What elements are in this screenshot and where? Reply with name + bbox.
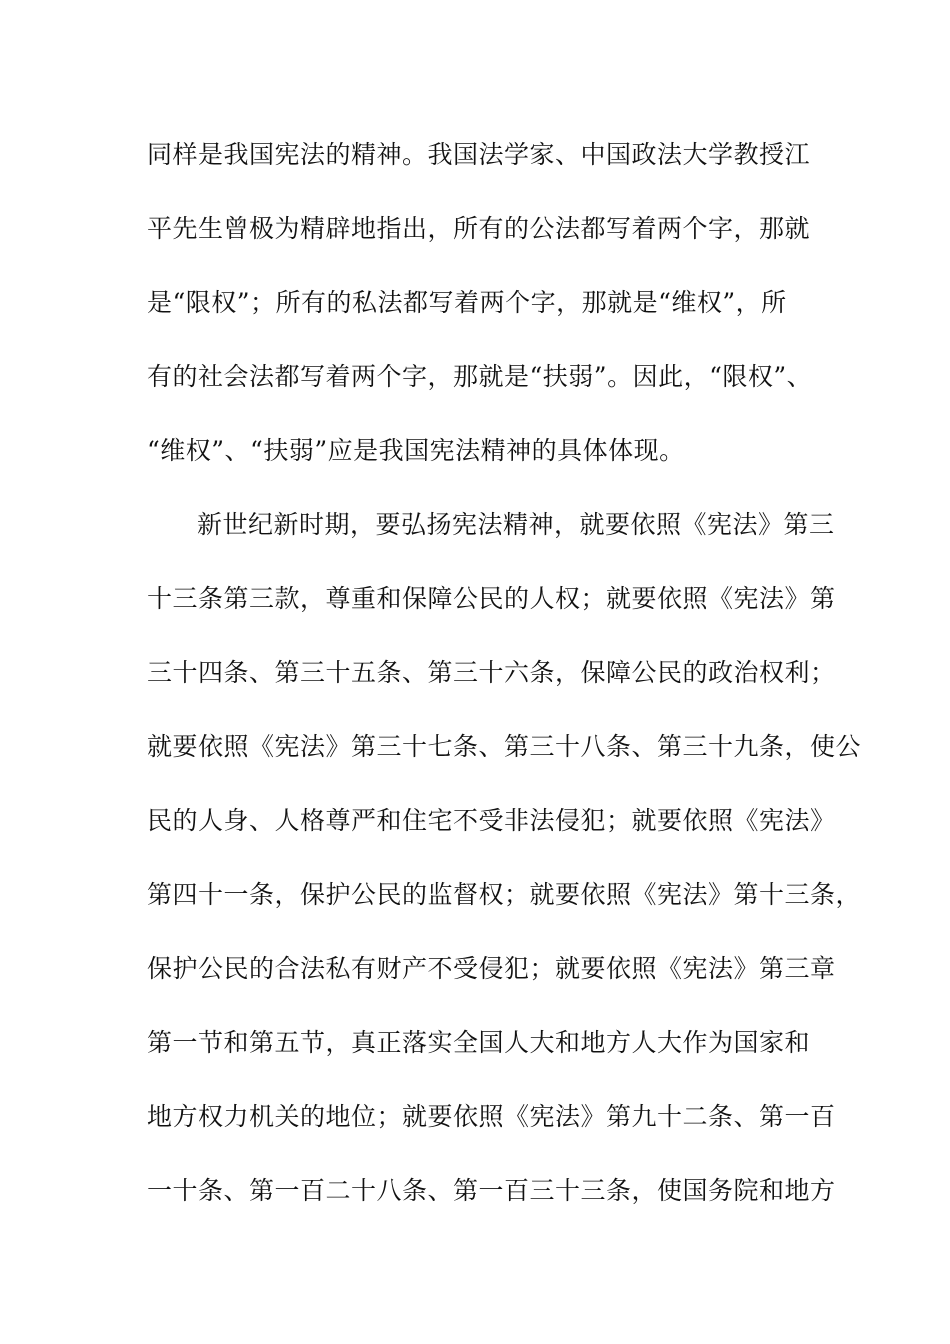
text-line: “维权”、“扶弱”应是我国宪法精神的具体体现。 bbox=[147, 436, 685, 465]
text-line: 三十四条、第三十五条、第三十六条，保障公民的政治权利； bbox=[147, 658, 836, 687]
text-line: 第四十一条，保护公民的监督权；就要依照《宪法》第十三条， bbox=[147, 880, 862, 909]
text-line: 平先生曾极为精辟地指出，所有的公法都写着两个字，那就 bbox=[147, 214, 811, 243]
text-line: 十三条第三款，尊重和保障公民的人权；就要依照《宪法》第 bbox=[147, 584, 836, 613]
text-line: 同样是我国宪法的精神。我国法学家、中国政法大学教授江 bbox=[147, 140, 811, 169]
text-line: 保护公民的合法私有财产不受侵犯；就要依照《宪法》第三章 bbox=[147, 954, 836, 983]
text-line: 是“限权”；所有的私法都写着两个字，那就是“维权”，所 bbox=[147, 288, 787, 317]
body-text bbox=[147, 130, 862, 1240]
text-line: 民的人身、人格尊严和住宅不受非法侵犯；就要依照《宪法》 bbox=[147, 806, 836, 835]
text-line: 一十条、第一百二十八条、第一百三十三条，使国务院和地方 bbox=[147, 1176, 836, 1205]
text-line: 就要依照《宪法》第三十七条、第三十八条、第三十九条，使公 bbox=[147, 732, 862, 761]
text-line: 有的社会法都写着两个字，那就是“扶弱”。因此，“限权”、 bbox=[147, 362, 813, 391]
paragraph-start-line: 新世纪新时期，要弘扬宪法精神，就要依照《宪法》第三 bbox=[197, 510, 835, 539]
text-line: 第一节和第五节，真正落实全国人大和地方人大作为国家和 bbox=[147, 1028, 811, 1057]
text-line: 地方权力机关的地位；就要依照《宪法》第九十二条、第一百 bbox=[147, 1102, 836, 1131]
